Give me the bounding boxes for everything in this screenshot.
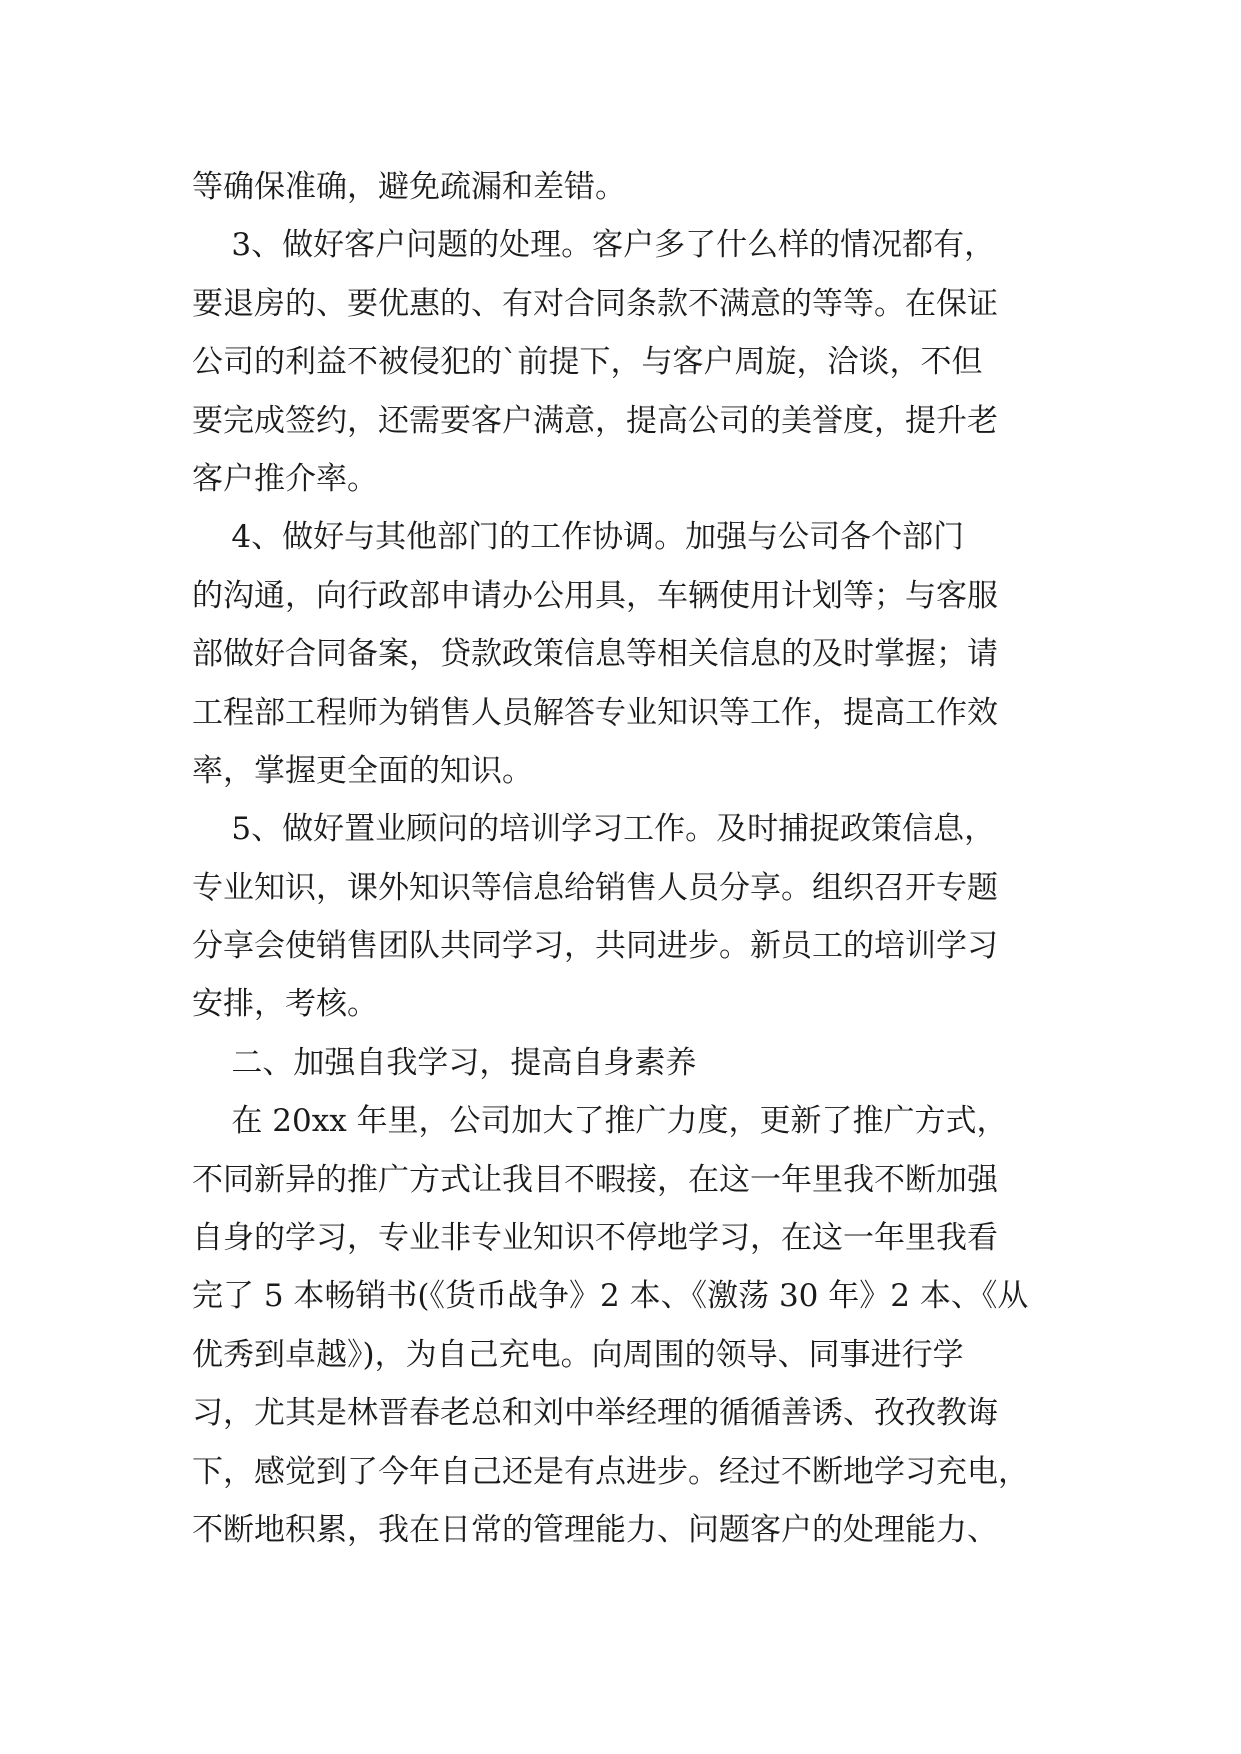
body-text (192, 158, 1072, 1559)
text-line: 分享会使销售团队共同学习，共同进步。新员工的培训学习 (192, 928, 998, 965)
text-line: 4、做好与其他部门的工作协调。加强与公司各个部门 (192, 519, 965, 556)
text-line: 安排，考核。 (192, 986, 378, 1023)
text-line: 的沟通，向行政部申请办公用具，车辆使用计划等；与客服 (192, 577, 998, 614)
text-line: 率，掌握更全面的知识。 (192, 752, 533, 789)
text-line: 工程部工程师为销售人员解答专业知识等工作，提高工作效 (192, 694, 998, 731)
text-line: 自身的学习，专业非专业知识不停地学习，在这一年里我看 (192, 1220, 998, 1257)
section-heading: 二、加强自我学习，提高自身素养 (192, 1044, 697, 1081)
text-line: 下，感觉到了今年自己还是有点进步。经过不断地学习充电， (192, 1453, 1029, 1490)
text-line: 5、做好置业顾问的培训学习工作。及时捕捉政策信息， (192, 811, 996, 848)
text-line: 等确保准确，避免疏漏和差错。 (192, 169, 626, 205)
text-line: 优秀到卓越》)，为自己充电。向周围的领导、同事进行学 (192, 1336, 964, 1373)
text-line: 专业知识，课外知识等信息给销售人员分享。组织召开专题 (192, 869, 998, 906)
text-line: 客户推介率。 (192, 460, 378, 497)
text-line: 要完成签约，还需要客户满意，提高公司的美誉度，提升老 (192, 402, 998, 439)
text-line: 不断地积累，我在日常的管理能力、问题客户的处理能力、 (192, 1511, 998, 1548)
text-line: 3、做好客户问题的处理。客户多了什么样的情况都有， (192, 227, 996, 264)
text-line: 公司的利益不被侵犯的`前提下，与客户周旋，洽谈，不但 (192, 344, 983, 381)
text-line: 不同新异的推广方式让我目不暇接，在这一年里我不断加强 (192, 1161, 998, 1198)
text-line: 习，尤其是林晋春老总和刘中举经理的循循善诱、孜孜教诲 (192, 1395, 998, 1432)
text-line: 要退房的、要优惠的、有对合同条款不满意的等等。在保证 (192, 285, 998, 322)
text-line: 在 20xx 年里，公司加大了推广力度，更新了推广方式， (192, 1103, 1008, 1140)
text-line: 部做好合同备案，贷款政策信息等相关信息的及时掌握；请 (192, 636, 998, 673)
text-line: 完了 5 本畅销书(《货币战争》2 本、《激荡 30 年》2 本、《从 (192, 1278, 1029, 1315)
